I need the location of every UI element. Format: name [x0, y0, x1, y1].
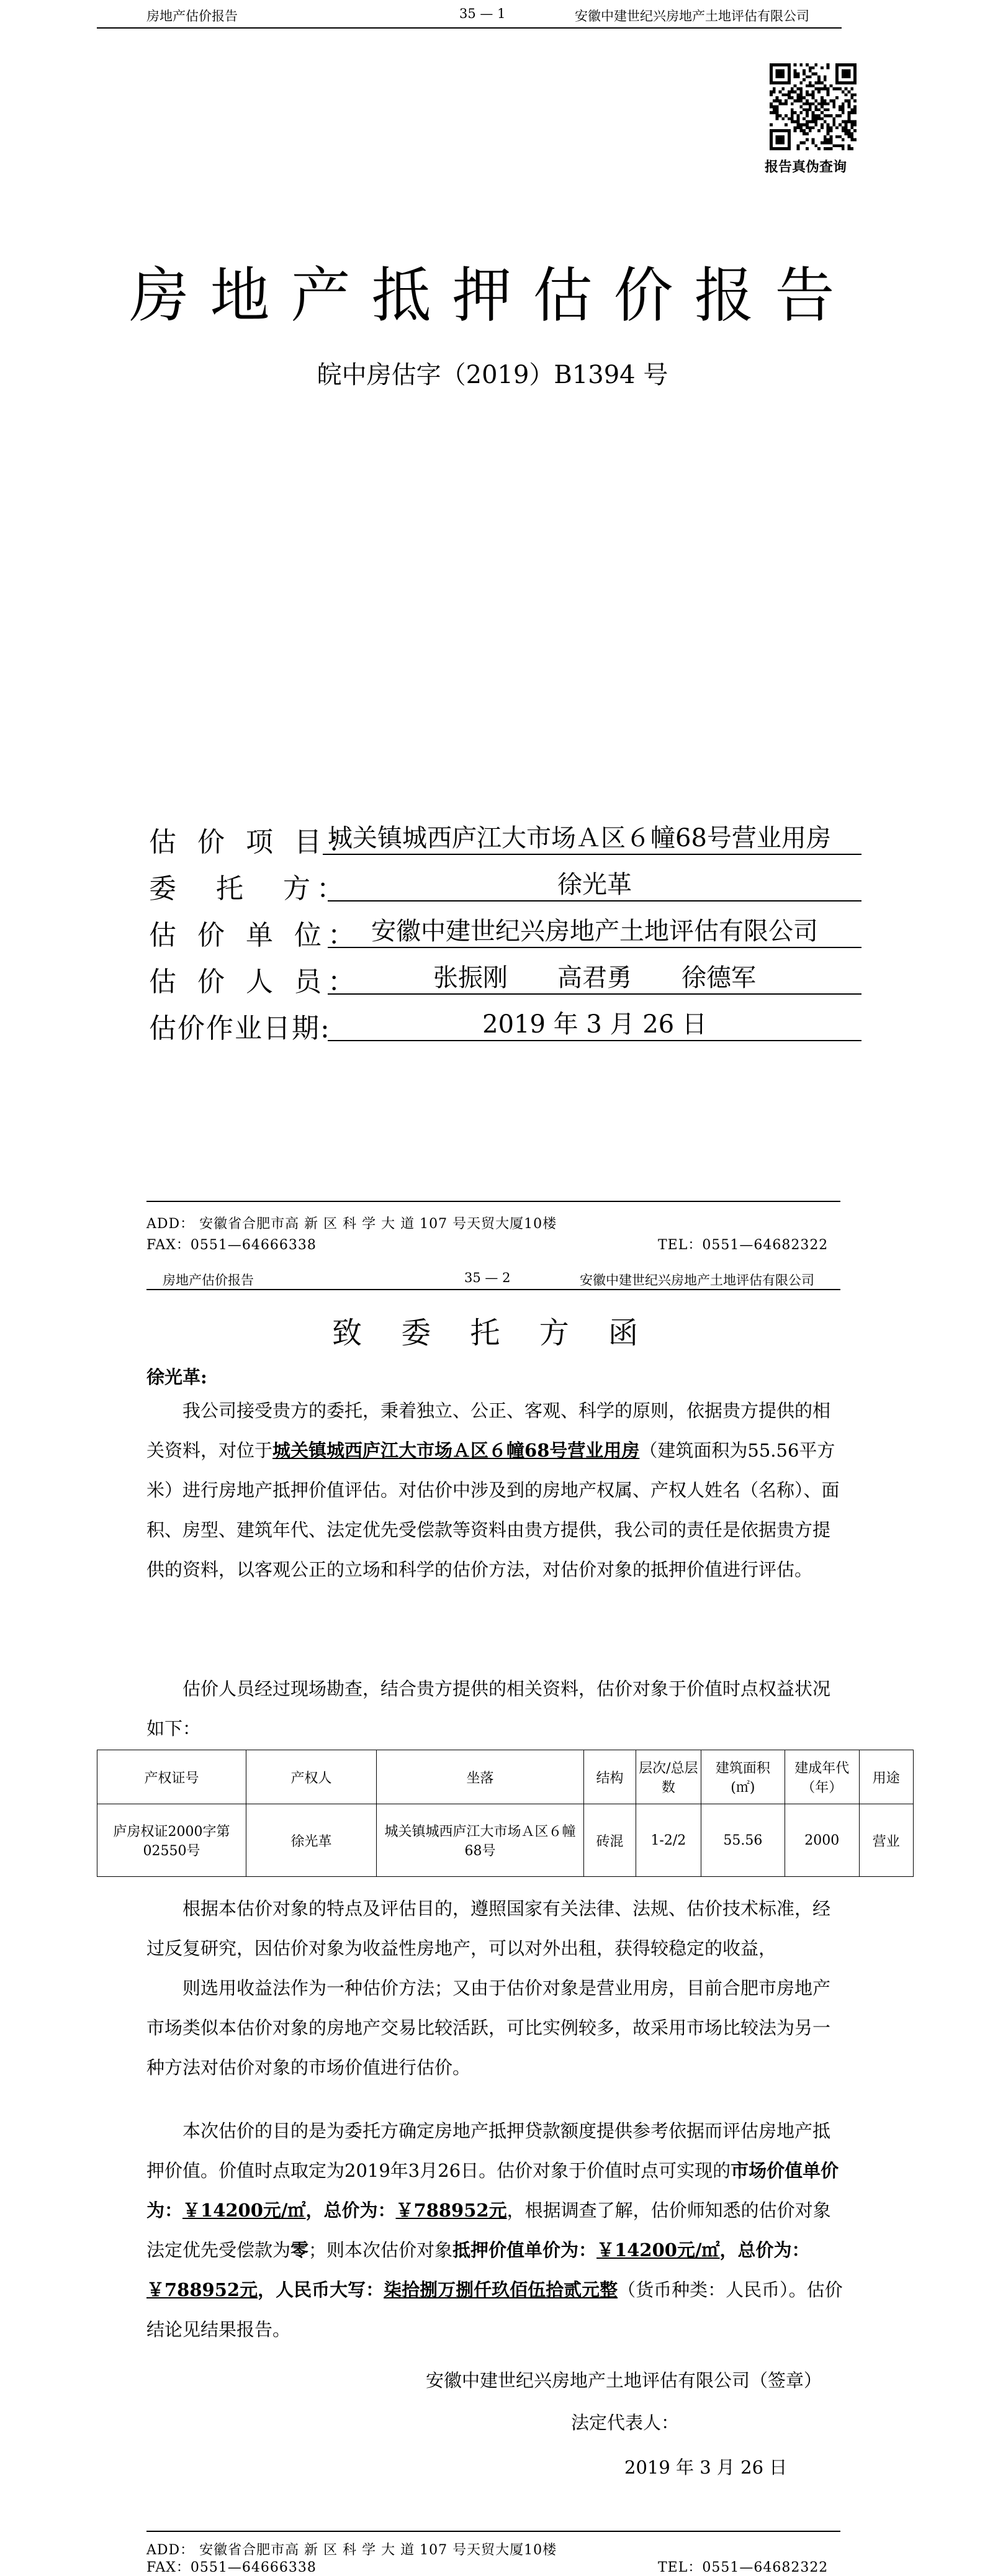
- page2-header-page: 35 — 2: [464, 1270, 511, 1285]
- col-header-structure: 结构: [583, 1750, 636, 1804]
- col-header-area: 建筑面积(㎡): [701, 1750, 785, 1804]
- col-header-location: 坐落: [377, 1750, 584, 1804]
- cell-location: 城关镇城西庐江大市场Ａ区６幢68号: [377, 1804, 584, 1877]
- page1-footer-rule: [146, 1201, 840, 1202]
- page1-footer-tel: TEL：0551—64682322: [658, 1237, 829, 1253]
- appraisers-label: 估 价 人 员：: [149, 966, 361, 998]
- page2-footer-rule: [146, 2531, 840, 2532]
- cell-floors: 1-2/2: [636, 1804, 701, 1877]
- appraisal-unit-label: 估 价 单 位：: [149, 920, 361, 951]
- client-value: 徐光革: [328, 865, 861, 902]
- signature-company: 安徽中建世纪兴房地产土地评估有限公司（签章）: [426, 2370, 822, 2391]
- letter-paragraph-2: 估价人员经过现场勘查，结合贵方提供的相关资料，估价对象于价值时点权益状况如下：: [146, 1678, 831, 1739]
- appraisers-value: 张振刚 高君勇 徐德军: [328, 958, 861, 995]
- col-header-floors: 层次/总层数: [636, 1750, 701, 1804]
- page1-footer-address: ADD： 安徽省合肥市高 新 区 科 学 大 道 107 号天贸大厦10楼: [146, 1216, 557, 1232]
- work-date-label: 估价作业日期:: [149, 1013, 331, 1044]
- letter-paragraph-1: 我公司接受贵方的委托，秉着独立、公正、客观、科学的原则，依据贵方提供的相关资料，对位于城关镇城西庐江大市场Ａ区６幢68号营业用房（建筑面积为55.56平方米）进行房地产抵押价值评估。对估价中涉及到的房地产权属、产权人姓名（名称）、面积、房型、建筑年代、法定优先受偿款等资料由贵方提供，我公司的责任是依据贵方提供的资料，以客观公正的立场和科学的估价方法，对估价对象的抵押价值进行评估。: [146, 1400, 840, 1580]
- qr-caption: 报告真伪查询: [765, 160, 847, 175]
- page2-header-rule: [146, 1289, 840, 1290]
- letter-paragraph-3: 根据本估价对象的特点及评估目的，遵照国家有关法律、法规、估价技术标准，经过反复研究，因估价对象为收益性房地产，可以对外出租，获得较稳定的收益，: [146, 1898, 831, 1959]
- letter-title: 致 委 托 方 函: [331, 1316, 654, 1350]
- project-label: 估 价 项 目：: [149, 826, 361, 858]
- page2-footer-tel: TEL：0551—64682322: [658, 2560, 829, 2575]
- page1-header-right: 安徽中建世纪兴房地产土地评估有限公司: [575, 9, 809, 24]
- letter-paragraph-5: 本次估价的目的是为委托方确定房地产抵押贷款额度提供参考依据而评估房地产抵押价值。价值时点取定为2019年3月26日。估价对象于价值时点可实现的市场价值单价为：￥14200元/㎡，总价为：￥788952元，根据调查了解，估价师知悉的估价对象法定优先受偿款为零；则本次估价对象抵押价值单价为：￥14200元/㎡，总价为：￥788952元，人民币大写：柒拾捌万捌仟玖佰伍拾贰元整（货币种类：人民币）。估价结论见结果报告。: [146, 2120, 843, 2340]
- verification-qr-code[interactable]: [770, 63, 857, 153]
- report-title: 房地产抵押估价报告: [129, 261, 856, 330]
- cell-structure: 砖混: [583, 1804, 636, 1877]
- document-number: 皖中房估字（2019）B1394 号: [317, 361, 668, 389]
- page2-header-left: 房地产估价报告: [163, 1273, 254, 1288]
- cell-owner: 徐光革: [246, 1804, 376, 1877]
- signature-date: 2019 年 3 月 26 日: [624, 2457, 788, 2478]
- cell-use: 营业: [859, 1804, 914, 1877]
- cell-area: 55.56: [701, 1804, 785, 1877]
- page1-header-page: 35 — 1: [459, 6, 506, 21]
- client-label: 委 托 方：: [149, 873, 350, 905]
- page1-footer-fax: FAX：0551—64666338: [146, 1237, 317, 1253]
- letter-paragraph-4: 则选用收益法作为一种估价方法；又由于估价对象是营业用房，目前合肥市房地产市场类似本估价对象的房地产交易比较活跃，可比实例较多，故采用市场比较法为另一种方法对估价对象的市场价值进行估价。: [146, 1977, 831, 2078]
- page1-header-rule: [97, 27, 842, 29]
- col-header-owner: 产权人: [246, 1750, 376, 1804]
- appraisal-unit-value: 安徽中建世纪兴房地产土地评估有限公司: [328, 911, 861, 948]
- page2-header-right: 安徽中建世纪兴房地产土地评估有限公司: [580, 1273, 814, 1288]
- project-value: 城关镇城西庐江大市场Ａ区６幢68号营业用房: [323, 818, 861, 855]
- letter-salutation: 徐光革:: [146, 1367, 207, 1388]
- page2-footer-fax: FAX：0551—64666338: [146, 2560, 317, 2575]
- page2-footer-address: ADD： 安徽省合肥市高 新 区 科 学 大 道 107 号天贸大厦10楼: [146, 2542, 557, 2558]
- col-header-use: 用途: [859, 1750, 914, 1804]
- page1-header-left: 房地产估价报告: [146, 9, 238, 24]
- table-row: [97, 1804, 914, 1877]
- work-date-value: 2019 年 3 月 26 日: [328, 1005, 861, 1041]
- table-header-row: [97, 1750, 914, 1804]
- col-header-cert: 产权证号: [97, 1750, 246, 1804]
- signature-representative: 法定代表人：: [571, 2412, 680, 2433]
- col-header-year: 建成年代（年）: [785, 1750, 859, 1804]
- property-rights-table: [97, 1750, 914, 1877]
- cell-year: 2000: [785, 1804, 859, 1877]
- cell-cert: 庐房权证2000字第02550号: [97, 1804, 246, 1877]
